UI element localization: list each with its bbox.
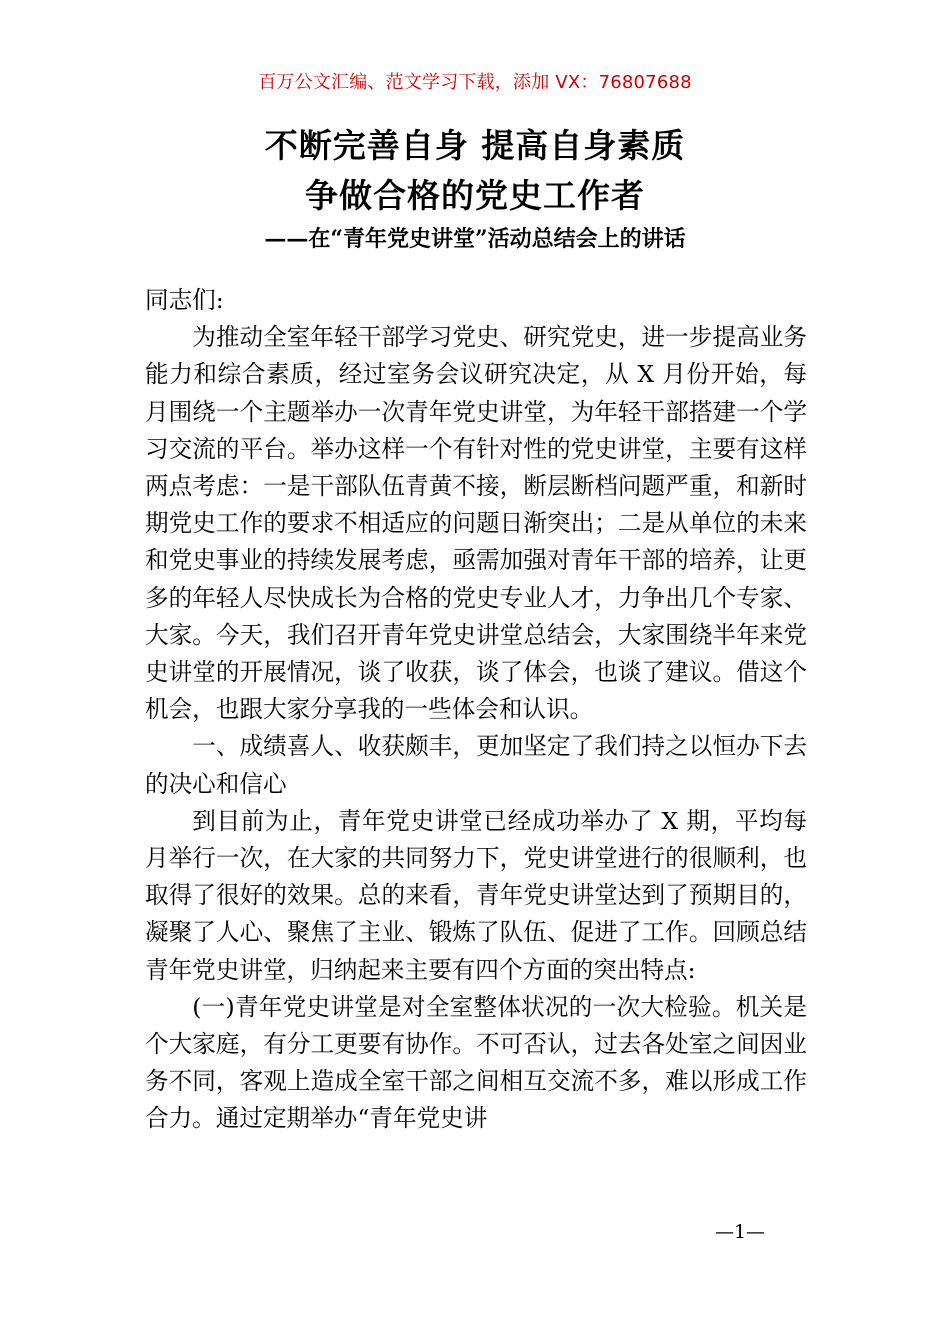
page-number: —1—	[714, 1221, 766, 1243]
document-subtitle: ——在“青年党史讲堂”活动总结会上的讲话	[264, 226, 686, 252]
document-title-line-2: 争做合格的党史工作者	[305, 176, 645, 215]
section-heading-1: 一、成绩喜人、收获颇丰，更加坚定了我们持之以恒办下去的决心和信心	[145, 732, 807, 798]
document-body	[145, 282, 807, 1138]
header-contact-note: 百万公文汇编、范文学习下载，添加 VX：76807688	[258, 72, 692, 93]
paragraph-intro: 为推动全室年轻干部学习党史、研究党史，进一步提高业务能力和综合素质，经过室务会议研究决定，从 X 月份开始，每月围绕一个主题举办一次青年党史讲堂，为年轻干部搭建一个学习交流的平台。举办这样一个有针对性的党史讲堂，主要有这样两点考虑：一是干部队伍青黄不接，断层断档问题严重，和新时期党史工作的要求不相适应的问题日渐突出；二是从单位的未来和党史事业的持续发展考虑，亟需加强对青年干部的培养，让更多的年轻人尽快成长为合格的党史专业人才，力争出几个专家、大家。今天，我们召开青年党史讲堂总结会，大家围绕半年来党史讲堂的开展情况，谈了收获，谈了体会，也谈了建议。借这个机会，也跟大家分享我的一些体会和认识。	[145, 323, 807, 724]
paragraph-point-1: (一)青年党史讲堂是对全室整体状况的一次大检验。机关是个大家庭，有分工更要有协作。不可否认，过去各处室之间因业务不同，客观上造成全室干部之间相互交流不多，难以形成工作合力。通过定期举办“青年党史讲	[145, 992, 807, 1133]
document-title-line-1: 不断完善自身 提高自身素质	[264, 126, 686, 165]
paragraph-progress: 到目前为止，青年党史讲堂已经成功举办了 X 期，平均每月举行一次，在大家的共同努力下，党史讲堂进行的很顺利，也取得了很好的效果。总的来看，青年党史讲堂达到了预期目的，凝聚了人心、聚焦了主业、锻炼了队伍、促进了工作。回顾总结青年党史讲堂，归纳起来主要有四个方面的突出特点:	[145, 806, 807, 984]
salutation: 同志们:	[145, 286, 224, 314]
